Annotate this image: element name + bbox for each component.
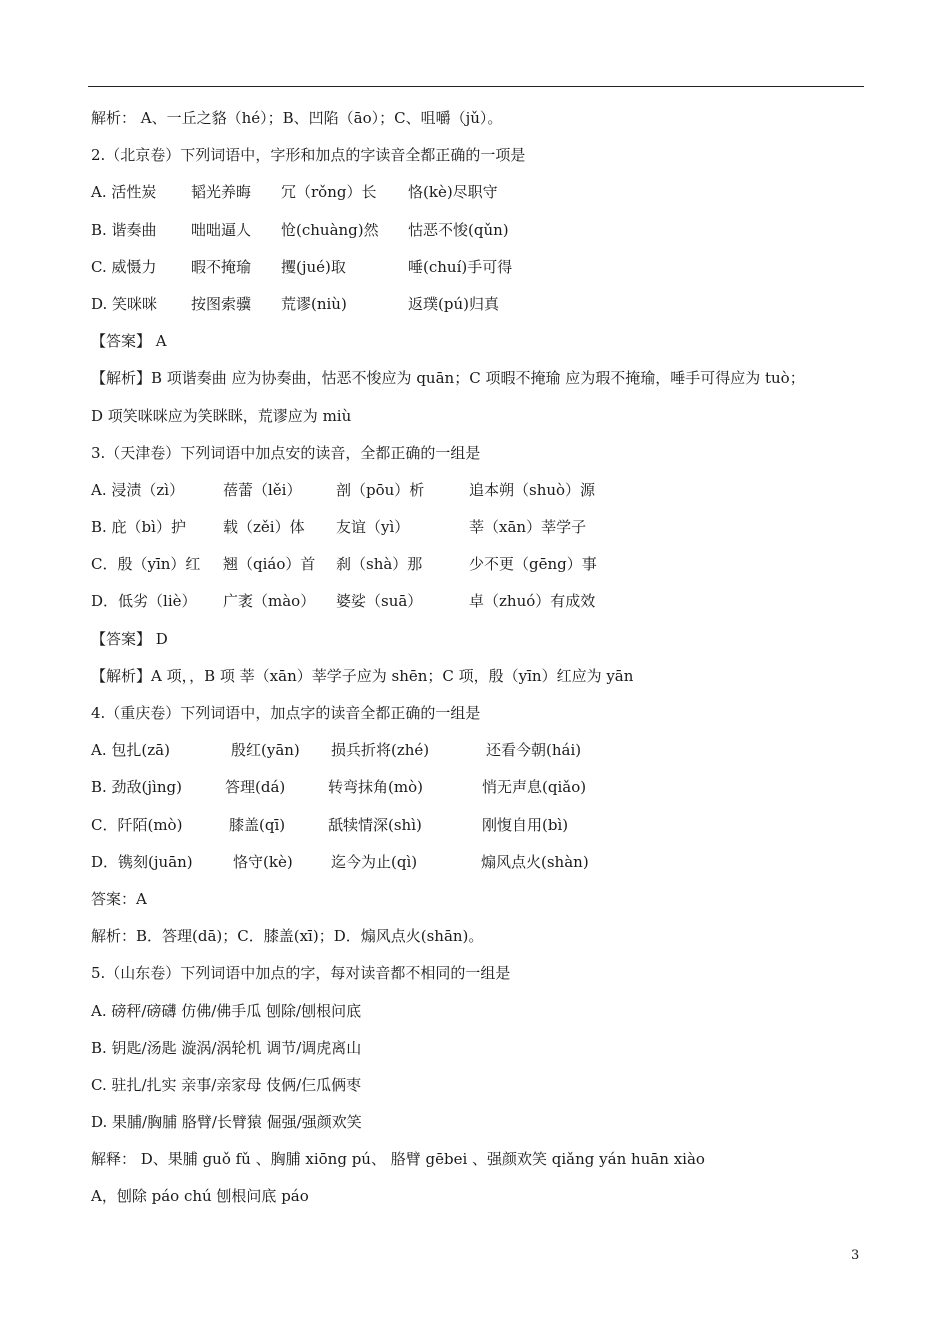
option-item: C. 威慑力 (91, 257, 157, 276)
option-item: 唾(chuí)手可得 (408, 257, 513, 276)
document-body (91, 100, 881, 1216)
option-item: 莘（xān）莘学子 (469, 518, 587, 537)
text-line (91, 621, 881, 658)
line-text: 2.（北京卷）下列词语中，字形和加点的字读音全都正确的一项是 (91, 146, 526, 165)
option-item: D．镌刻(juān) (91, 852, 193, 871)
option-item: 蓓蕾（lěi） (223, 480, 302, 499)
option-item: 载（zěi）体 (223, 518, 305, 537)
option-item: A. 包扎(zā) (91, 741, 170, 760)
text-line (91, 695, 881, 732)
option-item: 刹（shà）那 (336, 555, 423, 574)
line-text: 解析： A、一丘之貉（hé）；B、凹陷（āo）；C、咀嚼（jǔ）。 (91, 109, 503, 127)
text-line (91, 807, 881, 844)
text-line (91, 918, 881, 955)
option-item: 剖（pōu）析 (336, 480, 425, 499)
option-item: A. 活性炭 (91, 183, 157, 202)
line-text: 3.（天津卷）下列词语中加点安的读音，全都正确的一组是 (91, 443, 481, 462)
line-text: 解释： D、果脯 guǒ fǔ 、胸脯 xiōng pú、 胳臂 gēbei 、强颜欢笑 qiǎng yán huān xiào (91, 1150, 705, 1169)
option-item: B. 谐奏曲 (91, 220, 157, 239)
line-text: A. 磅秤/磅礴 仿佛/佛手瓜 刨除/刨根问底 (91, 1001, 362, 1020)
line-text: A，刨除 páo chú 刨根问底 páo (91, 1187, 309, 1206)
option-item: 韬光养晦 (191, 183, 252, 202)
text-line (91, 844, 881, 881)
text-line (91, 583, 881, 620)
text-line (91, 472, 881, 509)
option-item: 荒谬(niù) (281, 294, 347, 313)
option-item: 舐犊情深(shì) (328, 815, 422, 834)
option-item: 婆娑（suā） (336, 592, 423, 611)
text-line (91, 323, 881, 360)
line-text: 4.（重庆卷）下列词语中，加点字的读音全都正确的一组是 (91, 704, 481, 722)
option-item: 殷红(yān) (231, 741, 300, 760)
option-item: 返璞(pú)归真 (408, 294, 499, 313)
text-line (91, 286, 881, 323)
text-line (91, 435, 881, 472)
text-line (91, 546, 881, 583)
option-item: 迄今为止(qì) (331, 852, 418, 871)
text-line (91, 1030, 881, 1067)
option-item: 怙恶不悛(qǔn) (408, 220, 509, 239)
option-item: 广袤（mào） (223, 592, 316, 611)
option-item: 按图索骥 (191, 294, 252, 313)
option-item: 恪守(kè) (233, 852, 293, 871)
line-text: 【答案】 A (91, 332, 167, 351)
text-line (91, 955, 881, 992)
text-line (91, 100, 881, 137)
option-item: 追本朔（shuò）源 (469, 480, 596, 499)
option-item: 翘（qiáo）首 (223, 555, 316, 574)
text-line (91, 993, 881, 1030)
option-item: 咄咄逼人 (191, 220, 252, 239)
option-item: 煽风点火(shàn) (481, 852, 589, 871)
option-item: C．阡陌(mò) (91, 815, 183, 834)
option-item: 怆(chuàng)然 (281, 220, 379, 239)
option-item: 转弯抹角(mò) (328, 778, 423, 797)
page-number: 3 (851, 1248, 860, 1263)
text-line (91, 360, 881, 397)
line-text: D. 果脯/胸脯 胳臂/长臂猿 倔强/强颜欢笑 (91, 1113, 362, 1132)
option-item: 攫(jué)取 (281, 257, 346, 276)
line-text: 5.（山东卷）下列词语中加点的字，每对读音都不相同的一组是 (91, 964, 511, 983)
text-line (91, 769, 881, 806)
option-item: B. 庇（bì）护 (91, 518, 186, 537)
option-item: 卓（zhuó）有成效 (469, 592, 596, 611)
line-text: B. 钥匙/汤匙 漩涡/涡轮机 调节/调虎离山 (91, 1038, 362, 1057)
option-item: 少不更（gēng）事 (469, 555, 597, 574)
option-item: 冗（rǒng）长 (281, 183, 377, 202)
text-line (91, 137, 881, 174)
text-line (91, 509, 881, 546)
line-text: 答案：A (91, 889, 147, 908)
option-item: C．殷（yīn）红 (91, 555, 201, 574)
option-item: 损兵折将(zhé) (331, 741, 430, 760)
option-item: B. 劲敌(jìng) (91, 778, 182, 797)
text-line (91, 881, 881, 918)
text-line (91, 1178, 881, 1215)
text-line (91, 732, 881, 769)
line-text: 解析：B．答理(dā)；C．膝盖(xī)；D．煽风点火(shān)。 (91, 927, 484, 946)
text-line (91, 658, 881, 695)
option-item: 膝盖(qī) (229, 815, 286, 834)
option-item: 答理(dá) (225, 778, 286, 797)
option-item: D．低劣（liè） (91, 592, 197, 611)
option-item: 还看今朝(hái) (486, 741, 582, 760)
line-text: 【解析】B 项谐奏曲 应为协奏曲，怙恶不悛应为 quān；C 项暇不掩瑜 应为瑕不掩瑜，唾手可得应为 tuò； (91, 369, 805, 388)
line-text: C. 驻扎/扎实 亲事/亲家母 伎俩/仨瓜俩枣 (91, 1075, 362, 1094)
line-text: D 项笑咪咪应为笑眯眯，荒谬应为 miù (91, 406, 352, 425)
option-item: 暇不掩瑜 (191, 257, 252, 276)
text-line (91, 1104, 881, 1141)
line-text: 【解析】A 项，，B 项 莘（xān）莘学子应为 shēn；C 项，殷（yīn）红应为 yān (91, 666, 634, 685)
text-line (91, 212, 881, 249)
option-item: A. 浸渍（zì） (91, 480, 185, 499)
option-item: 刚愎自用(bì) (482, 815, 569, 834)
text-line (91, 1067, 881, 1104)
line-text: 【答案】 D (91, 629, 168, 648)
option-item: 友谊（yì） (336, 518, 410, 537)
text-line (91, 398, 881, 435)
text-line (91, 1141, 881, 1178)
option-item: D. 笑咪咪 (91, 294, 158, 313)
option-item: 恪(kè)尽职守 (408, 183, 498, 202)
header-rule (88, 86, 864, 87)
option-item: 悄无声息(qiǎo) (482, 778, 587, 797)
text-line (91, 174, 881, 211)
text-line (91, 249, 881, 286)
